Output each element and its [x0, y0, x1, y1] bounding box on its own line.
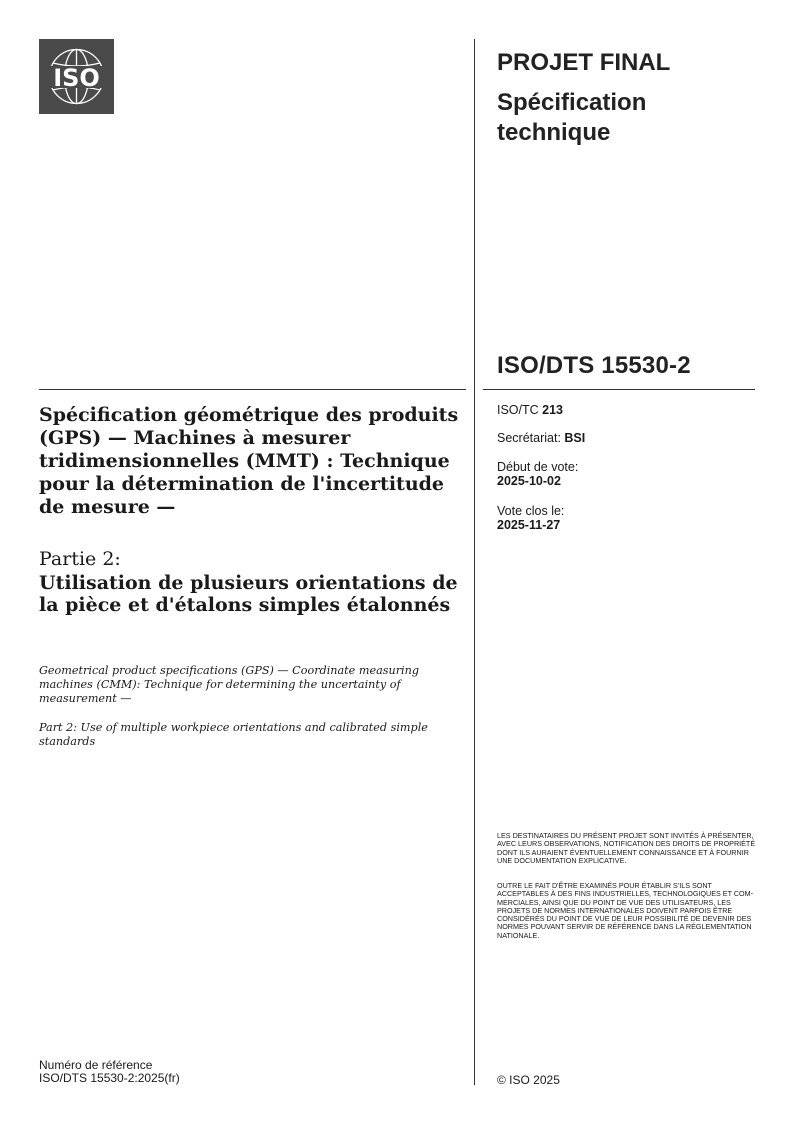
vote-start-label: Début de vote:: [497, 460, 579, 474]
reference-number: [39, 1059, 180, 1085]
main-title: Spécification géométrique des produits (GPS) — Machines à mesurer tridimensionnelles (MMT) : Technique pour la détermination de l'incertitude de mesure —: [39, 404, 459, 518]
vote-start: [497, 460, 578, 488]
document-stage: PROJET FINAL: [497, 49, 671, 76]
iso-globe-icon: [39, 39, 114, 114]
technical-committee: [497, 403, 563, 417]
iso-logo: [39, 39, 114, 114]
english-title: Geometrical product specifications (GPS) — Coordinate measuring machines (CMM): Technique for determining the uncertainty of measurement —: [39, 664, 419, 705]
vote-end-label: Vote clos le:: [497, 504, 565, 518]
reference-label: Numéro de référence: [39, 1058, 153, 1072]
secretariat-label: Secrétariat:: [497, 431, 561, 445]
secretariat-value: BSI: [564, 431, 586, 445]
vote-end: [497, 504, 564, 532]
vote-start-value: 2025-10-02: [497, 474, 561, 488]
logo-text: ISO: [53, 64, 100, 92]
column-divider: [474, 39, 475, 1085]
document-type: Spécification technique: [497, 89, 647, 146]
vote-end-value: 2025-11-27: [497, 518, 561, 532]
english-part-title: Part 2: Use of multiple workpiece orientations and calibrated simple standards: [39, 721, 428, 748]
part-label: Partie 2:: [39, 548, 121, 570]
notice-paragraph-2: OUTRE LE FAIT D'ÊTRE EXAMINÉS POUR ÉTABLIR S'ILS SONT ACCEPTABLES À DES FINS INDUSTRIELLES, TECHNOLOGIQUES ET COM-MERCIALES, AINSI QUE DU POINT DE VUE DES UTILISATEURS, LES PROJETS DE NORMES INTERNATIONALES DOIVENT PARFOIS ÊTRE CONSIDÉRÉS DU POINT DE VUE DE LEUR POSSIBILITÉ DE DEVENIR DES NORMES POUVANT SERVIR DE RÉFÉRENCE DANS LA RÉGLEMENTATION NATIONALE.: [497, 881, 754, 940]
notice-paragraph-1: LES DESTINATAIRES DU PRÉSENT PROJET SONT INVITÉS À PRÉSENTER, AVEC LEURS OBSERVATIONS, NOTIFICATION DES DROITS DE PROPRIÉTÉ DONT ILS AURAIENT ÉVENTUELLEMENT CONNAISSANCE ET À FOURNIR UNE DOCUMENTATION EXPLICATIVE.: [497, 831, 756, 865]
tc-value: 213: [542, 403, 564, 417]
document-number: ISO/DTS 15530-2: [497, 352, 691, 379]
left-rule: [39, 389, 466, 390]
reference-value: ISO/DTS 15530-2:2025(fr): [39, 1071, 180, 1085]
secretariat: [497, 431, 585, 445]
part-title: Utilisation de plusieurs orientations de la pièce et d'étalons simples étalonnés: [39, 572, 458, 616]
right-rule: [483, 389, 755, 390]
tc-label: ISO/TC: [497, 403, 539, 417]
copyright: © ISO 2025: [497, 1073, 560, 1087]
